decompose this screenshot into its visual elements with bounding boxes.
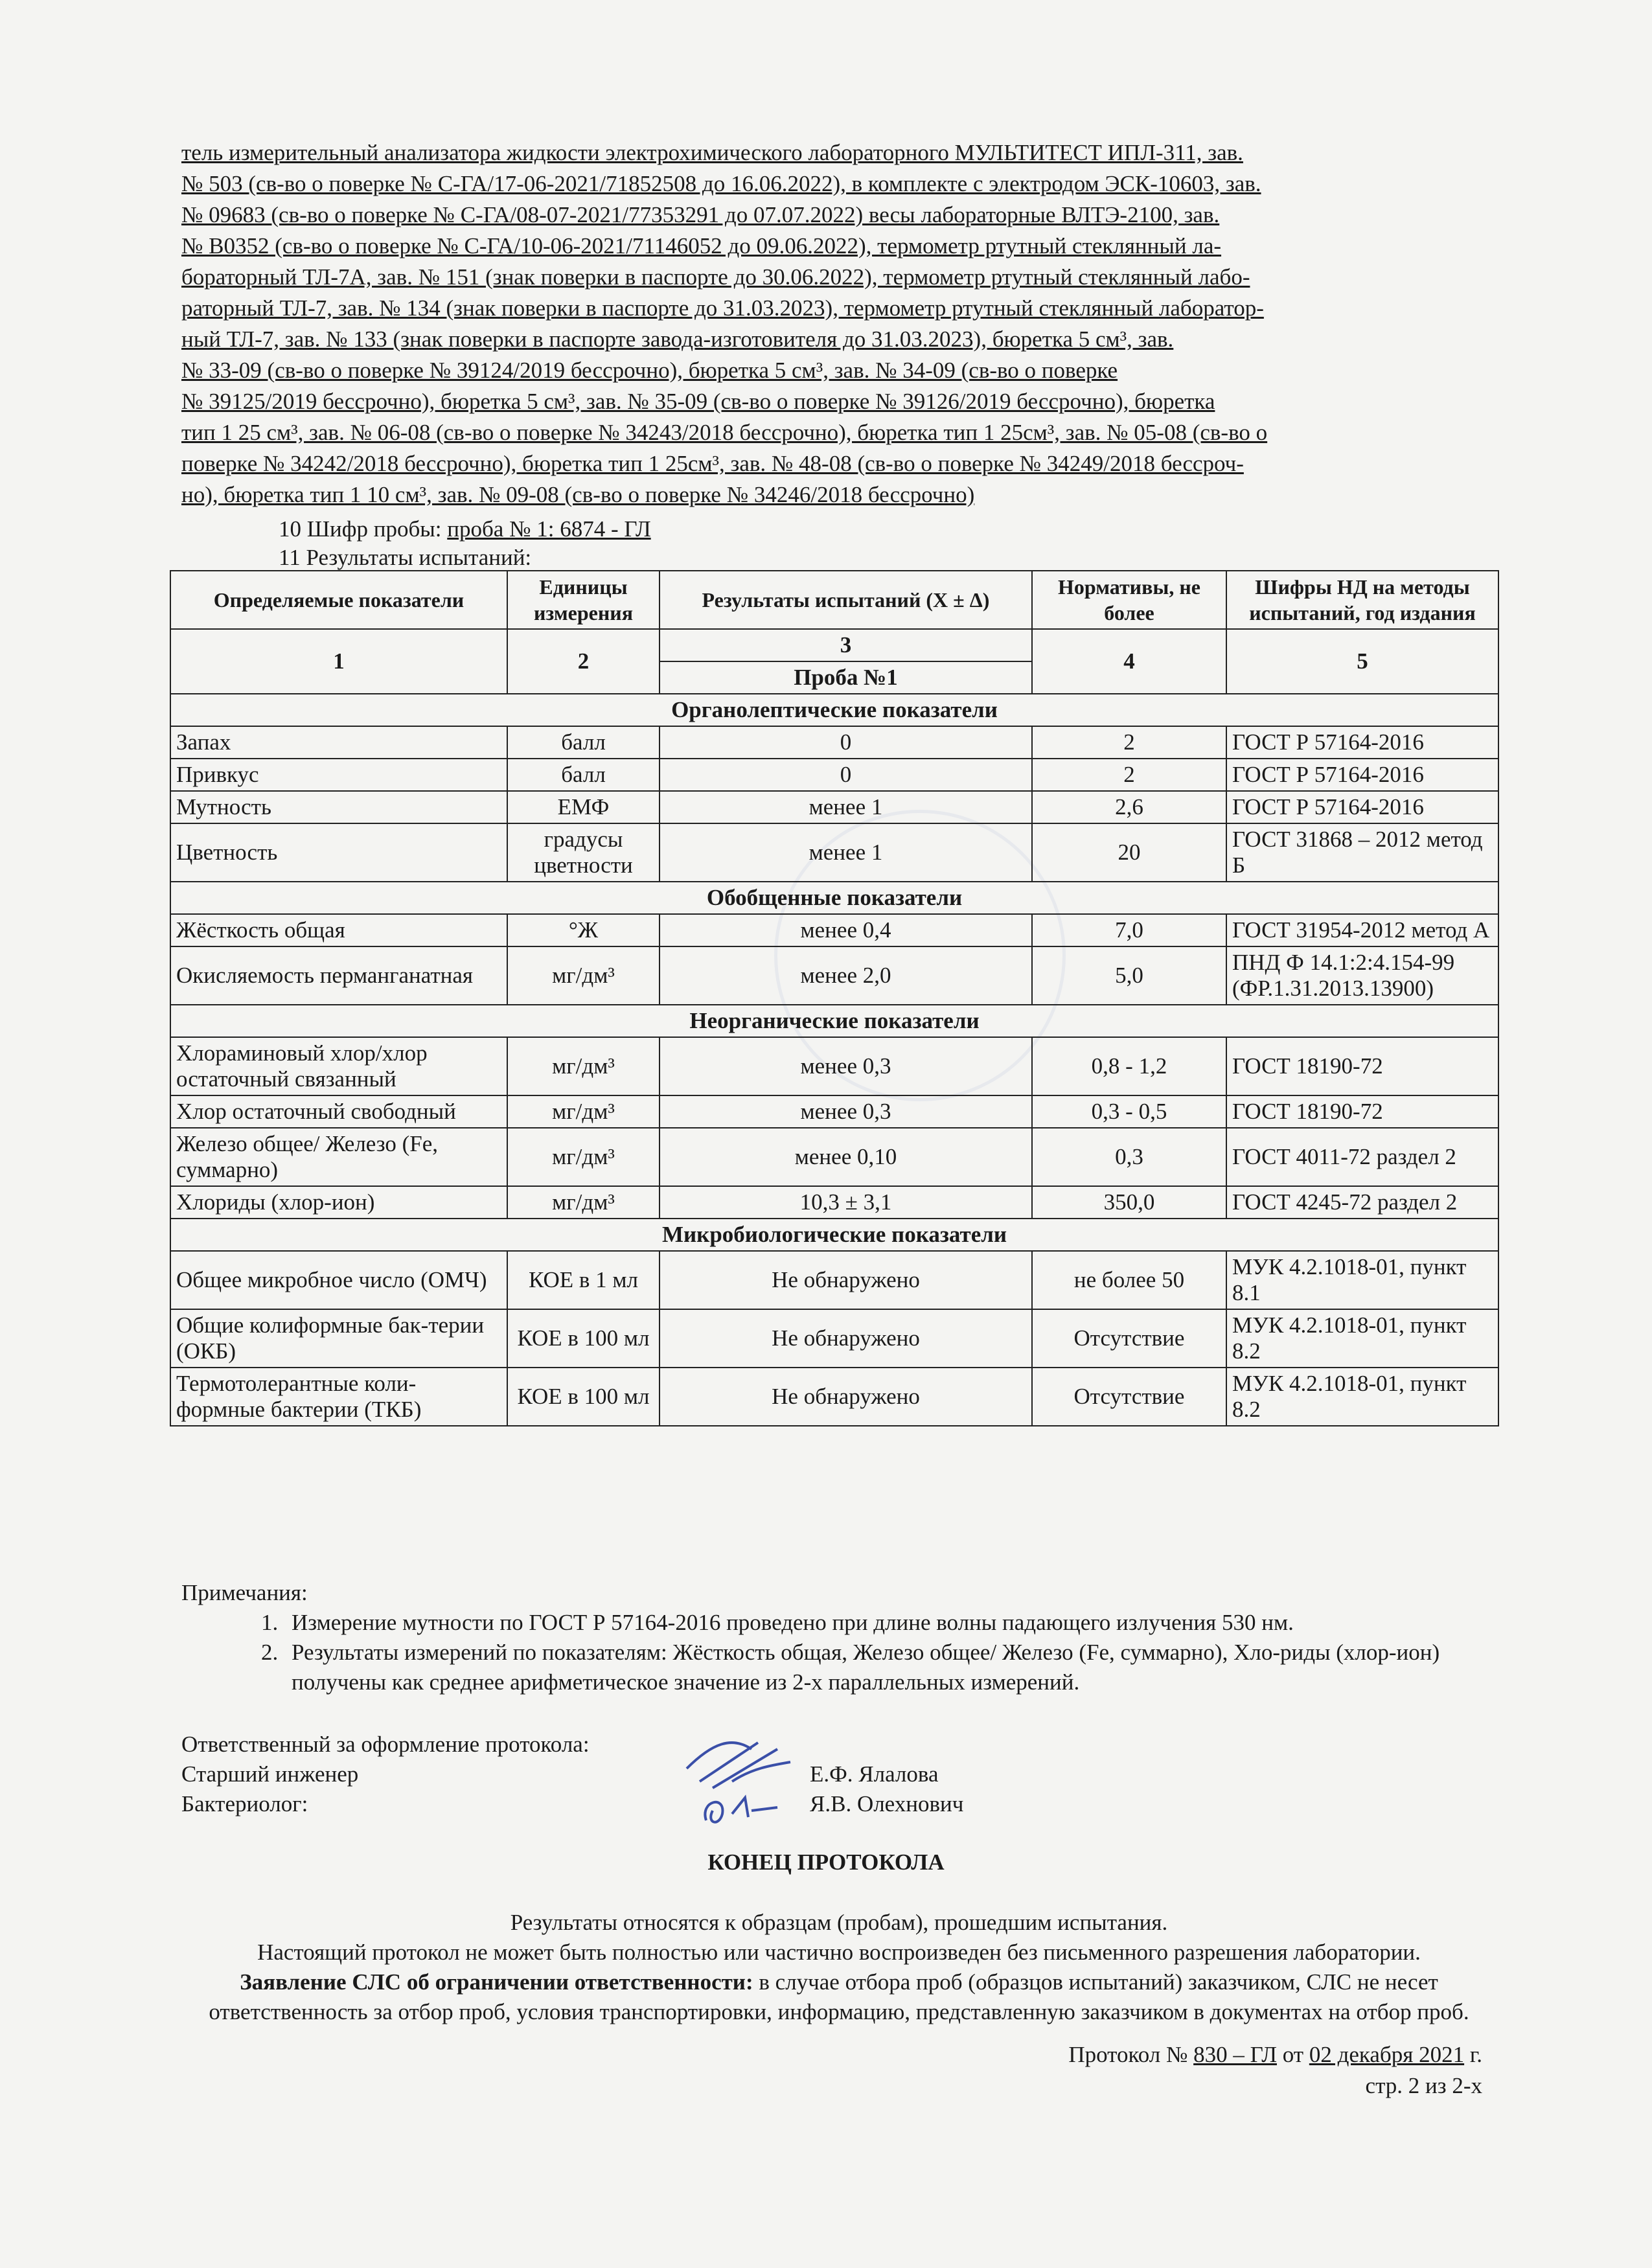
cell-result: менее 1	[660, 823, 1032, 882]
results-title: 11 Результаты испытаний:	[279, 545, 532, 570]
note-item: 1. Измерение мутности по ГОСТ Р 57164-2016 проведено при длине волны падающего излучения 530 нм.	[284, 1608, 1509, 1638]
section-title: Обобщенные показатели	[170, 882, 1498, 914]
intro-line: но), бюретка тип 1 10 см³, зав. № 09-08 (св-во о поверке № 34246/2018 бессрочно)	[181, 482, 975, 507]
cell-method: ГОСТ 4011-72 раздел 2	[1226, 1128, 1498, 1186]
cell-method: ГОСТ 31954-2012 метод А	[1226, 914, 1498, 946]
cell-unit: °Ж	[507, 914, 660, 946]
cell-unit: КОЕ в 1 мл	[507, 1251, 660, 1309]
intro-line: № 503 (св-во о поверке № С-ГА/17-06-2021/71852508 до 16.06.2022), в комплекте с электродом ЭСК-10603, зав.	[181, 171, 1261, 196]
column-header: Нормативы, не более	[1032, 571, 1226, 629]
signature-row	[181, 1759, 939, 1789]
table-row	[170, 791, 1498, 823]
cell-unit: КОЕ в 100 мл	[507, 1309, 660, 1368]
cell-method: МУК 4.2.1018-01, пункт 8.1	[1226, 1251, 1498, 1309]
cell-method: ГОСТ 31868 – 2012 метод Б	[1226, 823, 1498, 882]
signature-2	[687, 1775, 816, 1840]
column-number: 5	[1226, 629, 1498, 694]
cell-unit: балл	[507, 726, 660, 759]
protocol-end: КОНЕЦ ПРОТОКОЛА	[707, 1850, 945, 1875]
cell-norm: не более 50	[1032, 1251, 1226, 1309]
cell-norm: 2	[1032, 726, 1226, 759]
intro-line: тель измерительный анализатора жидкости электрохимического лабораторного МУЛЬТИТЕСТ ИПЛ-311, зав.	[181, 140, 1243, 165]
table-row	[170, 914, 1498, 946]
intro-line: № 33-09 (св-во о поверке № 39124/2019 бессрочно), бюретка 5 см³, зав. № 34-09 (св-во о поверке	[181, 358, 1118, 383]
cell-unit: мг/дм³	[507, 946, 660, 1005]
cell-method: МУК 4.2.1018-01, пункт 8.2	[1226, 1309, 1498, 1368]
cell-result: менее 0,3	[660, 1095, 1032, 1128]
cell-norm: Отсутствие	[1032, 1368, 1226, 1426]
section-title: Органолептические показатели	[170, 694, 1498, 726]
table-row	[170, 1309, 1498, 1368]
cell-name: Окисляемость перманганатная	[170, 946, 507, 1005]
table-row	[170, 1251, 1498, 1309]
cell-method: ГОСТ Р 57164-2016	[1226, 791, 1498, 823]
cell-unit: балл	[507, 759, 660, 791]
cell-norm: 0,3	[1032, 1128, 1226, 1186]
cell-name: Жёсткость общая	[170, 914, 507, 946]
cell-unit: градусы цветности	[507, 823, 660, 882]
intro-line: раторный ТЛ-7, зав. № 134 (знак поверки в паспорте до 31.03.2023), термометр ртутный стеклянный лаборатор-	[181, 295, 1264, 321]
cell-result: менее 0,3	[660, 1037, 1032, 1095]
results-table	[170, 570, 1499, 1426]
signatory-role: Бактериолог:	[181, 1791, 308, 1816]
column-header: Единицы измерения	[507, 571, 660, 629]
section-row	[170, 882, 1498, 914]
table-row	[170, 946, 1498, 1005]
cell-norm: 2	[1032, 759, 1226, 791]
section-title: Неорганические показатели	[170, 1005, 1498, 1037]
equipment-paragraph	[181, 137, 1484, 510]
intro-line: поверке № 34242/2018 бессрочно), бюретка тип 1 25см³, зав. № 48-08 (св-во о поверке № 34249/2018 бессроч-	[181, 451, 1244, 476]
cell-method: МУК 4.2.1018-01, пункт 8.2	[1226, 1368, 1498, 1426]
intro-line: ный ТЛ-7, зав. № 133 (знак поверки в паспорте завода-изготовителя до 31.03.2023), бюретка 5 см³, зав.	[181, 326, 1174, 352]
column-number: 3	[660, 629, 1032, 661]
table-header-row	[170, 571, 1498, 629]
cell-unit: КОЕ в 100 мл	[507, 1368, 660, 1426]
protocol-number: Протокол № 830 – ГЛ от 02 декабря 2021 г.	[1068, 2042, 1482, 2067]
table-row	[170, 823, 1498, 882]
sample-code-value: проба № 1: 6874 - ГЛ	[447, 516, 651, 542]
intro-line: тип 1 25 см³, зав. № 06-08 (св-во о поверке № 34243/2018 бессрочно), бюретка тип 1 25см³, зав. № 05-08 (св-во о	[181, 420, 1268, 445]
cell-name: Хлораминовый хлор/хлор остаточный связанный	[170, 1037, 507, 1095]
cell-method: ГОСТ 18190-72	[1226, 1095, 1498, 1128]
cell-name: Цветность	[170, 823, 507, 882]
column-number: 2	[507, 629, 660, 694]
cell-method: ГОСТ 4245-72 раздел 2	[1226, 1186, 1498, 1219]
column-header: Определяемые показатели	[170, 571, 507, 629]
signatory-name: Е.Ф. Ялалова	[810, 1761, 939, 1787]
cell-result: менее 0,4	[660, 914, 1032, 946]
page-footer	[1068, 2039, 1482, 2102]
notes-title: Примечания:	[181, 1580, 308, 1605]
cell-norm: Отсутствие	[1032, 1309, 1226, 1368]
section-row	[170, 1219, 1498, 1251]
section-title: Микробиологические показатели	[170, 1219, 1498, 1251]
table-row	[170, 726, 1498, 759]
column-header: Шифры НД на методы испытаний, год издания	[1226, 571, 1498, 629]
disclaimer-line: Результаты относятся к образцам (пробам), прошедшим испытания.	[510, 1910, 1168, 1935]
cell-method: ГОСТ 18190-72	[1226, 1037, 1498, 1095]
column-header: Результаты испытаний (X ± Δ)	[660, 571, 1032, 629]
cell-result: менее 1	[660, 791, 1032, 823]
cell-result: 0	[660, 726, 1032, 759]
column-number-row	[170, 629, 1498, 661]
responsible-title: Ответственный за оформление протокола:	[181, 1732, 590, 1757]
cell-result: менее 2,0	[660, 946, 1032, 1005]
cell-name: Железо общее/ Железо (Fe, суммарно)	[170, 1128, 507, 1186]
table-row	[170, 1186, 1498, 1219]
signatory-role: Старший инженер	[181, 1761, 359, 1787]
sample-header: Проба №1	[660, 661, 1032, 694]
signature-row	[181, 1789, 964, 1819]
notes-block	[181, 1578, 1509, 1697]
cell-unit: мг/дм³	[507, 1095, 660, 1128]
table-row	[170, 1368, 1498, 1426]
cell-result: Не обнаружено	[660, 1251, 1032, 1309]
cell-name: Запах	[170, 726, 507, 759]
cell-norm: 2,6	[1032, 791, 1226, 823]
sample-code-label: 10 Шифр пробы:	[279, 516, 442, 542]
cell-name: Хлориды (хлор-ион)	[170, 1186, 507, 1219]
cell-name: Общие колиформные бак-терии (ОКБ)	[170, 1309, 507, 1368]
table-row	[170, 1128, 1498, 1186]
cell-norm: 0,8 - 1,2	[1032, 1037, 1226, 1095]
sample-code-line	[279, 515, 651, 544]
disclaimer-line: Настоящий протокол не может быть полностью или частично воспроизведен без письменного разрешения лаборатории.	[257, 1940, 1421, 1965]
cell-norm: 0,3 - 0,5	[1032, 1095, 1226, 1128]
cell-name: Общее микробное число (ОМЧ)	[170, 1251, 507, 1309]
cell-name: Мутность	[170, 791, 507, 823]
disclaimer-block	[181, 1908, 1497, 2027]
table-row	[170, 759, 1498, 791]
cell-result: менее 0,10	[660, 1128, 1032, 1186]
cell-result: Не обнаружено	[660, 1309, 1032, 1368]
section-row	[170, 1005, 1498, 1037]
signatory-name: Я.В. Олехнович	[810, 1791, 964, 1816]
note-item: 2. Результаты измерений по показателям: Жёсткость общая, Железо общее/ Железо (Fe, суммарно), Хло-риды (хлор-ион) получены как среднее арифметическое значение из 2-х параллельных измерений.	[284, 1638, 1509, 1697]
cell-unit: ЕМФ	[507, 791, 660, 823]
cell-method: ГОСТ Р 57164-2016	[1226, 726, 1498, 759]
intro-line: № В0352 (св-во о поверке № С-ГА/10-06-2021/71146052 до 09.06.2022), термометр ртутный стеклянный ла-	[181, 233, 1222, 258]
cell-method: ПНД Ф 14.1:2:4.154-99 (ФР.1.31.2013.13900)	[1226, 946, 1498, 1005]
cell-unit: мг/дм³	[507, 1128, 660, 1186]
intro-line: № 09683 (св-во о поверке № С-ГА/08-07-2021/77353291 до 07.07.2022) весы лабораторные ВЛТЭ-2100, зав.	[181, 202, 1220, 227]
intro-line: № 39125/2019 бессрочно), бюретка 5 см³, зав. № 35-09 (св-во о поверке № 39126/2019 бессрочно), бюретка	[181, 389, 1215, 414]
cell-result: 10,3 ± 3,1	[660, 1186, 1032, 1219]
table-row	[170, 1037, 1498, 1095]
disclaimer-statement: Заявление СЛС об ограничении ответственности: в случае отбора проб (образцов испытаний) заказчиком, СЛС не несет ответственность за отбор проб, условия транспортировки, информацию, представленную заказчиком в документах на отбор проб.	[209, 1969, 1469, 2024]
cell-unit: мг/дм³	[507, 1037, 660, 1095]
cell-name: Хлор остаточный свободный	[170, 1095, 507, 1128]
column-number: 1	[170, 629, 507, 694]
cell-norm: 5,0	[1032, 946, 1226, 1005]
cell-name: Термотолерантные коли-формные бактерии (ТКБ)	[170, 1368, 507, 1426]
cell-method: ГОСТ Р 57164-2016	[1226, 759, 1498, 791]
notes-list	[181, 1608, 1509, 1697]
section-row	[170, 694, 1498, 726]
cell-result: 0	[660, 759, 1032, 791]
cell-name: Привкус	[170, 759, 507, 791]
cell-unit: мг/дм³	[507, 1186, 660, 1219]
cell-norm: 350,0	[1032, 1186, 1226, 1219]
table-row	[170, 1095, 1498, 1128]
cell-norm: 7,0	[1032, 914, 1226, 946]
column-number: 4	[1032, 629, 1226, 694]
cell-result: Не обнаружено	[660, 1368, 1032, 1426]
page-number: стр. 2 из 2-х	[1365, 2073, 1482, 2098]
cell-norm: 20	[1032, 823, 1226, 882]
intro-line: бораторный ТЛ-7А, зав. № 151 (знак поверки в паспорте до 30.06.2022), термометр ртутный стеклянный лабо-	[181, 264, 1250, 290]
